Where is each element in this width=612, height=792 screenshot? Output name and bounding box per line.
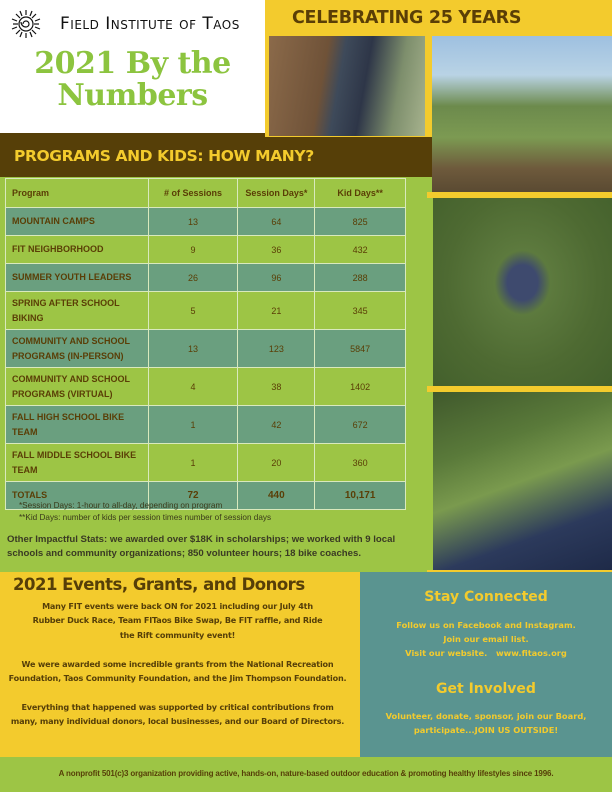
table-row [6, 236, 406, 264]
kid-days-value: 288 [315, 264, 406, 292]
website-link[interactable]: www.fitaos.org [495, 648, 567, 658]
photo-child-in-flower-field [433, 198, 612, 386]
table-row [6, 264, 406, 292]
kid-days-value: 432 [315, 236, 406, 264]
program-name: FALL HIGH SCHOOL BIKE TEAM [6, 406, 149, 444]
other-impactful-stats: Other Impactful Stats: we awarded over $18K in scholarships; we worked with 9 local schools and community organizations; 850 volunteer hours; 18 bike coaches. [7, 534, 396, 559]
footnote-session-days: *Session Days: 1-hour to all-day, depending on program [19, 501, 223, 510]
org-name: Field Institute of Taos [60, 14, 240, 34]
social-line: Follow us on Facebook and Instagram. [396, 620, 576, 630]
photo-bike-team [433, 392, 612, 570]
totals-label: TOTALS [6, 482, 149, 510]
kid-days-value: 5847 [315, 330, 406, 368]
events-heading: 2021 Events, Grants, and Donors [13, 575, 305, 594]
website-line [360, 646, 612, 660]
program-name: SPRING AFTER SCHOOL BIKING [6, 292, 149, 330]
sessions-value: 26 [148, 264, 238, 292]
total-kid-days: 10,171 [315, 482, 406, 510]
session-days-value: 21 [238, 292, 315, 330]
program-name: COMMUNITY AND SCHOOL PROGRAMS (IN-PERSON) [6, 330, 149, 368]
programs-heading: PROGRAMS AND KIDS: HOW MANY? [14, 147, 314, 165]
table-row [6, 208, 406, 236]
email-list-line: Join our email list. [443, 634, 529, 644]
table-header-row [6, 179, 406, 208]
program-name: FIT NEIGHBORHOOD [6, 236, 149, 264]
session-days-value: 96 [238, 264, 315, 292]
donors-paragraph: Everything that happened was supported by critical contributions from many, many individual donors, local businesses, and our Board of Directors. [10, 701, 345, 727]
program-name: FALL MIDDLE SCHOOL BIKE TEAM [6, 444, 149, 482]
events-paragraph: Many FIT events were back ON for 2021 including our July 4th Rubber Duck Race, Team FITaos Bike Swap, Be FIT raffle, and Ride the Rift community event! [32, 601, 323, 640]
sessions-value: 13 [148, 208, 238, 236]
sessions-value: 5 [148, 292, 238, 330]
column-header-kid-days: Kid Days** [315, 179, 406, 208]
sun-spiral-logo-icon [8, 9, 44, 39]
session-days-value: 36 [238, 236, 315, 264]
sessions-value: 13 [148, 330, 238, 368]
session-days-value: 64 [238, 208, 315, 236]
logo [8, 9, 240, 39]
title-line-1: 2021 By the [34, 46, 231, 81]
footnote-kid-days: **Kid Days: number of kids per session times number of session days [19, 513, 272, 522]
footer [0, 757, 612, 792]
table-row [6, 292, 406, 330]
get-involved-text: Volunteer, donate, sponsor, join our Board, participate...JOIN US OUTSIDE! [385, 711, 587, 735]
title-line-2: Numbers [57, 78, 208, 113]
get-involved-heading: Get Involved [436, 681, 536, 697]
session-days-value: 38 [238, 368, 315, 406]
table-row [6, 330, 406, 368]
celebrating-heading: CELEBRATING 25 YEARS [292, 8, 522, 28]
kid-days-value: 360 [315, 444, 406, 482]
table-row [6, 406, 406, 444]
kid-days-value: 345 [315, 292, 406, 330]
events-section [0, 572, 355, 757]
header-panel [0, 0, 265, 137]
page-title [0, 48, 265, 112]
total-session-days: 440 [238, 482, 315, 510]
sessions-value: 1 [148, 406, 238, 444]
stay-connected-section [355, 572, 612, 757]
column-header-session-days: Session Days* [238, 179, 315, 208]
table-row [6, 444, 406, 482]
website-prefix: Visit our website. [405, 648, 488, 658]
grants-paragraph: We were awarded some incredible grants from the National Recreation Foundation, Taos Community Foundation, and the Jim Thompson Foundation. [8, 658, 347, 684]
session-days-value: 42 [238, 406, 315, 444]
table-footnotes [19, 500, 271, 524]
column-header-program: Program [6, 179, 149, 208]
sessions-value: 1 [148, 444, 238, 482]
column-header-sessions: # of Sessions [148, 179, 238, 208]
stay-connected-body [360, 618, 612, 660]
session-days-value: 123 [238, 330, 315, 368]
program-name: MOUNTAIN CAMPS [6, 208, 149, 236]
programs-banner [0, 137, 432, 177]
footer-text: A nonprofit 501(c)3 organization providing active, hands-on, nature-based outdoor education & promoting healthy lifestyles since 1996. [58, 769, 554, 778]
kid-days-value: 1402 [315, 368, 406, 406]
photo-child-hugging-tree [269, 36, 425, 136]
sessions-value: 4 [148, 368, 238, 406]
total-sessions: 72 [148, 482, 238, 510]
program-name: SUMMER YOUTH LEADERS [6, 264, 149, 292]
program-name: COMMUNITY AND SCHOOL PROGRAMS (VIRTUAL) [6, 368, 149, 406]
kid-days-value: 825 [315, 208, 406, 236]
events-body [0, 599, 355, 743]
stay-connected-heading: Stay Connected [424, 589, 548, 605]
programs-table [5, 178, 406, 510]
session-days-value: 20 [238, 444, 315, 482]
photo-group-gardening [432, 36, 612, 192]
sessions-value: 9 [148, 236, 238, 264]
kid-days-value: 672 [315, 406, 406, 444]
table-row [6, 368, 406, 406]
